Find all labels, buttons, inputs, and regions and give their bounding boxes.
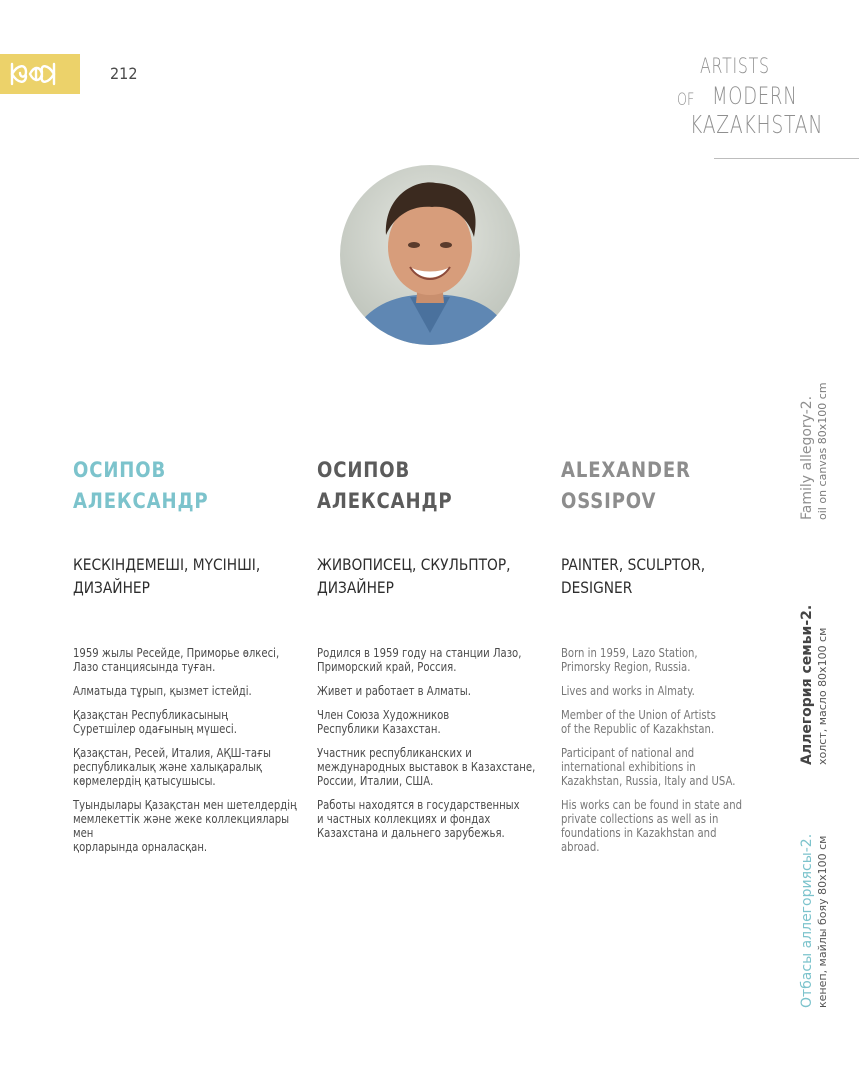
bio-paragraph	[317, 746, 544, 788]
brand-line-2b: MODERN	[712, 82, 798, 110]
bio-paragraph	[73, 746, 300, 788]
bio-line: Участник республиканских и	[317, 746, 472, 760]
bio-paragraph	[317, 684, 544, 698]
caption-details: oil on canvas 80x100 cm	[816, 382, 829, 520]
role-line-2: ДИЗАЙНЕР	[73, 578, 150, 597]
bio-line: мемлекеттік және жеке коллекциялары мен	[73, 812, 290, 840]
artist-portrait	[340, 165, 520, 345]
role-line-2: ДИЗАЙНЕР	[317, 578, 394, 597]
page-number: 212	[110, 64, 138, 83]
artist-role-en	[561, 553, 802, 599]
bio-line: private collections as well as in	[561, 812, 719, 826]
caption-title: Family allegory-2.	[799, 395, 815, 520]
role-line-1: ЖИВОПИСЕЦ, СКУЛЬПТОР,	[317, 555, 511, 574]
bio-paragraph	[73, 798, 300, 854]
caption-title: Аллегория семьи-2.	[799, 604, 815, 765]
bio-en	[561, 646, 788, 864]
bio-line: международных выставок в Казахстане,	[317, 760, 536, 774]
role-line-1: КЕСКІНДЕМЕШІ, МҮСІНШІ,	[73, 555, 261, 574]
bio-line: Туындылары Қазақстан мен шетелдердің	[73, 798, 297, 812]
name-line-1: ОСИПОВ	[317, 458, 411, 482]
column-kazakh	[73, 455, 313, 854]
artist-name-en	[561, 455, 767, 517]
bio-line: Қазақстан, Ресей, Италия, АҚШ-тағы	[73, 746, 272, 760]
brand-line-2a: OF	[677, 90, 695, 110]
brand-line-3: KAZAKHSTAN	[690, 110, 824, 139]
bio-paragraph	[73, 646, 300, 674]
bio-line: Қазақстан Республикасының	[73, 708, 228, 722]
bio-line: и частных коллекциях и фондах	[317, 812, 491, 826]
artwork-caption-en	[799, 382, 830, 520]
bio-paragraph	[561, 708, 788, 736]
bio-paragraph	[561, 646, 788, 674]
bio-line: Республики Казахстан.	[317, 722, 441, 736]
artwork-caption-kz	[799, 834, 830, 1008]
caption-details: холст, масло 80х100 см	[816, 627, 829, 765]
bio-paragraph	[73, 684, 300, 698]
bio-line: Member of the Union of Artists	[561, 708, 716, 722]
brand-line-1: ARTISTS	[700, 54, 770, 78]
name-line-1: ОСИПОВ	[73, 458, 167, 482]
brand-logo	[672, 50, 832, 165]
bio-paragraph	[317, 708, 544, 736]
artist-role-ru	[317, 553, 558, 599]
bio-line: қорларында орналасқан.	[73, 840, 208, 854]
column-english	[561, 455, 801, 854]
bio-paragraph	[561, 746, 788, 788]
bio-line: foundations in Kazakhstan and	[561, 826, 717, 840]
bio-line: Lives and works in Almaty.	[561, 684, 695, 698]
column-russian	[317, 455, 557, 840]
bio-line: abroad.	[561, 840, 600, 854]
caption-details: кенеп, майлы бояу 80х100 см	[816, 835, 829, 1008]
artist-name-ru	[317, 455, 523, 517]
name-line-2: АЛЕКСАНДР	[73, 489, 209, 513]
name-line-2: OSSIPOV	[561, 489, 657, 513]
header-rule	[714, 158, 859, 159]
name-line-1: ALEXANDER	[561, 458, 691, 482]
bio-line: of the Republic of Kazakhstan.	[561, 722, 715, 736]
bio-line: Born in 1959, Lazo Station,	[561, 646, 698, 660]
bio-line: Алматыда тұрып, қызмет істейді.	[73, 684, 252, 698]
bio-line: Лазо станциясында туған.	[73, 660, 216, 674]
bio-line: Kazakhstan, Russia, Italy and USA.	[561, 774, 736, 788]
ornament-block	[0, 54, 80, 94]
bio-ru	[317, 646, 544, 850]
artist-role-kz	[73, 553, 314, 599]
bio-line: international exhibitions in	[561, 760, 696, 774]
bio-line: His works can be found in state and	[561, 798, 742, 812]
bio-line: Родился в 1959 году на станции Лазо,	[317, 646, 522, 660]
bio-line: Работы находятся в государственных	[317, 798, 520, 812]
ornament-icon	[8, 58, 58, 90]
bio-line: Живет и работает в Алматы.	[317, 684, 471, 698]
bio-line: Суретшілер одағының мүшесі.	[73, 722, 237, 736]
bio-kz	[73, 646, 300, 864]
caption-title: Отбасы аллегориясы-2.	[799, 833, 815, 1008]
bio-line: Казахстана и дальнего зарубежья.	[317, 826, 505, 840]
bio-line: Participant of national and	[561, 746, 695, 760]
role-line-1: PAINTER, SCULPTOR,	[561, 555, 706, 574]
bio-paragraph	[561, 684, 788, 698]
bio-paragraph	[317, 646, 544, 674]
name-line-2: АЛЕКСАНДР	[317, 489, 453, 513]
artwork-caption-ru	[799, 605, 830, 765]
bio-line: Член Союза Художников	[317, 708, 450, 722]
bio-line: Primorsky Region, Russia.	[561, 660, 691, 674]
bio-paragraph	[561, 798, 788, 854]
artist-name-kz	[73, 455, 279, 517]
bio-paragraph	[73, 708, 300, 736]
bio-line: Приморский край, Россия.	[317, 660, 457, 674]
bio-line: республикалық және халықаралық	[73, 760, 263, 774]
role-line-2: DESIGNER	[561, 578, 633, 597]
bio-line: көрмелердің қатысушысы.	[73, 774, 216, 788]
bio-line: 1959 жылы Ресейде, Приморье өлкесі,	[73, 646, 280, 660]
bio-line: России, Италии, США.	[317, 774, 434, 788]
bio-paragraph	[317, 798, 544, 840]
